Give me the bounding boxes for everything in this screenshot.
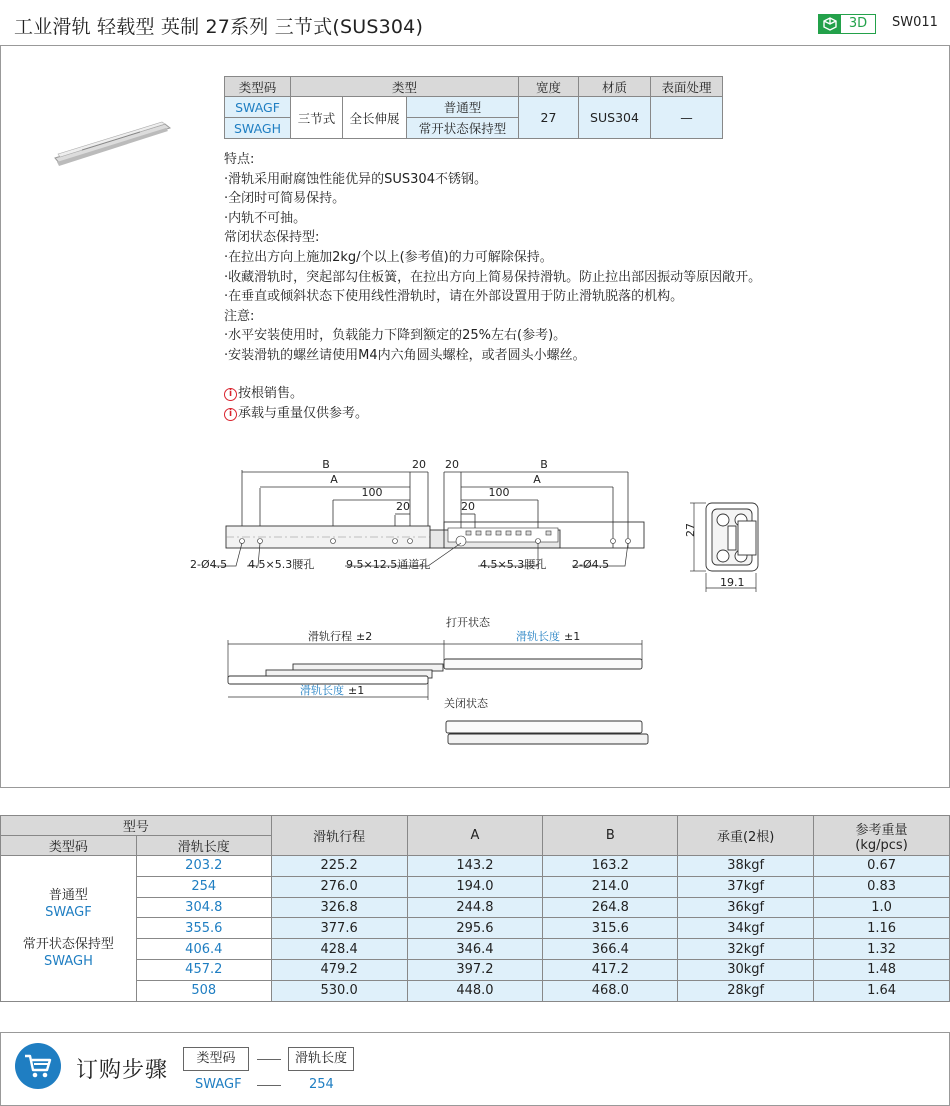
cell-a: 448.0 (407, 980, 543, 1001)
cell-b: 214.0 (543, 876, 678, 897)
col-length: 滑轨长度 (136, 836, 271, 856)
dim-20-left: 20 (396, 500, 410, 513)
cell-b: 366.4 (543, 939, 678, 960)
table-row (1, 959, 950, 980)
cell-travel: 479.2 (271, 959, 407, 980)
col-b: B (543, 816, 678, 856)
spec-material: SUS304 (579, 97, 651, 139)
spec-header-width: 宽度 (519, 77, 579, 97)
cell-travel: 530.0 (271, 980, 407, 1001)
length-tolerance-bottom: ±1 (348, 684, 365, 697)
table-row (1, 918, 950, 939)
col-weight-line2: (kg/pcs) (855, 837, 908, 853)
cell-weight: 0.83 (814, 876, 950, 897)
dim-a-left: A (330, 473, 338, 486)
spec-code-swagh: SWAGH (225, 118, 291, 139)
dim-a-right: A (533, 473, 541, 486)
type-code: SWAGH (43, 953, 93, 969)
hole-slot-right: 4.5×5.3腰孔 (480, 558, 547, 571)
order-steps (0, 1032, 950, 1106)
cell-weight: 1.32 (814, 939, 950, 960)
col-travel: 滑轨行程 (271, 816, 407, 856)
cart-icon (15, 1043, 61, 1089)
hole-round-left: 2-Ø4.5 (190, 558, 228, 571)
spec-variant: 普通型 (407, 97, 519, 118)
dim-b-right: B (540, 458, 548, 471)
cell-length: 508 (136, 980, 271, 1001)
spec-width: 27 (519, 97, 579, 139)
type-name: 普通型 (48, 887, 88, 903)
cell-weight: 1.0 (814, 897, 950, 918)
cell-a: 244.8 (407, 897, 543, 918)
dim-20-right: 20 (461, 500, 475, 513)
cell-load: 38kgf (678, 856, 814, 877)
cell-load: 34kgf (678, 918, 814, 939)
spec-finish: — (651, 97, 723, 139)
col-weight-line1: 参考重量 (855, 822, 908, 838)
cell-weight: 1.64 (814, 980, 950, 1001)
spec-code-swagf: SWAGF (225, 97, 291, 118)
product-code: SW011 (892, 15, 938, 30)
dim-100-left: 100 (361, 486, 383, 499)
cell-b: 315.6 (543, 918, 678, 939)
travel-label: 滑轨行程 (308, 630, 352, 643)
table-row (1, 897, 950, 918)
spec-header-finish: 表面处理 (651, 77, 723, 97)
cell-b: 264.8 (543, 897, 678, 918)
cell-load: 36kgf (678, 897, 814, 918)
table-row (1, 856, 950, 877)
feature-line: ·在拉出方向上施加2kg/个以上(参考值)的力可解除保持。 (224, 249, 553, 265)
cross-section (706, 503, 758, 571)
col-load: 承重(2根) (678, 816, 814, 856)
cell-travel: 377.6 (271, 918, 407, 939)
travel-tolerance: ±2 (356, 630, 373, 643)
type-name: 常开状态保持型 (22, 936, 114, 952)
feature-line: ·水平安装使用时，负载能力下降到额定的25%左右(参考)。 (224, 328, 567, 344)
hole-through: 9.5×12.5通道孔 (346, 558, 431, 571)
dim-b-left: B (322, 458, 330, 471)
cell-travel: 326.8 (271, 897, 407, 918)
note-text: 承载与重量仅供参考。 (238, 406, 369, 421)
feature-line: ·收藏滑轨时，突起部勾住板簧，在拉出方向上简易保持滑轨。防止拉出部因振动等原因敞开。 (224, 269, 762, 285)
dim-width: 19.1 (720, 576, 745, 589)
col-weight (814, 816, 950, 856)
cell-length: 254 (136, 876, 271, 897)
length-label-top: 滑轨长度 (516, 630, 560, 643)
order-step-length: 滑轨长度 (288, 1047, 354, 1071)
open-state-label: 打开状态 (446, 616, 490, 629)
cell-b: 468.0 (543, 980, 678, 1001)
length-tolerance-top: ±1 (564, 630, 581, 643)
spec-variant: 常开状态保持型 (407, 118, 519, 139)
feature-line: ·在垂直或倾斜状态下使用线性滑轨时，请在外部设置用于防止滑轨脱落的机构。 (224, 289, 684, 305)
cell-load: 30kgf (678, 959, 814, 980)
feature-line: 注意: (224, 308, 255, 324)
order-step-code: 类型码 (183, 1047, 249, 1071)
feature-line: ·安装滑轨的螺丝请使用M4内六角圆头螺栓，或者圆头小螺丝。 (224, 347, 586, 363)
spec-header-type: 类型 (291, 77, 519, 97)
table-row (1, 980, 950, 1001)
cell-load: 37kgf (678, 876, 814, 897)
cell-travel: 276.0 (271, 876, 407, 897)
cell-a: 295.6 (407, 918, 543, 939)
spec-type-part: 全长伸展 (343, 97, 407, 139)
cell-load: 28kgf (678, 980, 814, 1001)
cell-travel: 225.2 (271, 856, 407, 877)
cell-a: 143.2 (407, 856, 543, 877)
info-icon: i (224, 388, 237, 401)
order-example-code: SWAGF (195, 1077, 242, 1092)
hole-round-right: 2-Ø4.5 (572, 558, 610, 571)
col-code: 类型码 (1, 836, 137, 856)
model-table (0, 815, 950, 1002)
cell-weight: 1.16 (814, 918, 950, 939)
hole-slot-left: 4.5×5.3腰孔 (248, 558, 315, 571)
order-connector (257, 1059, 281, 1060)
cell-length: 304.8 (136, 897, 271, 918)
order-connector (257, 1085, 281, 1086)
order-example-length: 254 (309, 1077, 334, 1092)
cell-travel: 428.4 (271, 939, 407, 960)
note-text: 按根销售。 (238, 386, 304, 401)
cell-weight: 0.67 (814, 856, 950, 877)
table-row (1, 876, 950, 897)
dim-20-top-right: 20 (445, 458, 459, 471)
cell-length: 355.6 (136, 918, 271, 939)
spec-header-material: 材质 (579, 77, 651, 97)
table-row (1, 939, 950, 960)
cell-b: 417.2 (543, 959, 678, 980)
feature-line: 常闭状态保持型: (224, 230, 320, 246)
cell-weight: 1.48 (814, 959, 950, 980)
cell-length: 457.2 (136, 959, 271, 980)
page-title: 工业滑轨 轻载型 英制 27系列 三节式(SUS304) (14, 16, 424, 38)
feature-line: 特点: (224, 152, 255, 167)
dim-100-right: 100 (488, 486, 510, 499)
dim-height: 27 (684, 523, 697, 537)
length-label-bottom: 滑轨长度 (300, 684, 344, 697)
dim-20-top-left: 20 (412, 458, 426, 471)
type-label-cell (1, 856, 137, 1002)
3d-label: 3D (848, 16, 868, 31)
col-a: A (407, 816, 543, 856)
cell-b: 163.2 (543, 856, 678, 877)
closed-state-label: 关闭状态 (444, 697, 488, 710)
feature-line: ·滑轨采用耐腐蚀性能优异的SUS304不锈钢。 (224, 171, 487, 187)
cell-a: 397.2 (407, 959, 543, 980)
cell-a: 346.4 (407, 939, 543, 960)
spec-header-code: 类型码 (225, 77, 291, 97)
cell-length: 203.2 (136, 856, 271, 877)
cell-load: 32kgf (678, 939, 814, 960)
cell-length: 406.4 (136, 939, 271, 960)
feature-line: ·全闭时可简易保持。 (224, 191, 346, 207)
feature-line: ·内轨不可抽。 (224, 210, 307, 226)
spec-type-part: 三节式 (291, 97, 343, 139)
info-icon: i (224, 408, 237, 421)
table-group-header: 型号 (1, 816, 272, 836)
type-code: SWAGF (45, 904, 92, 920)
cell-a: 194.0 (407, 876, 543, 897)
order-title: 订购步骤 (76, 1058, 169, 1083)
